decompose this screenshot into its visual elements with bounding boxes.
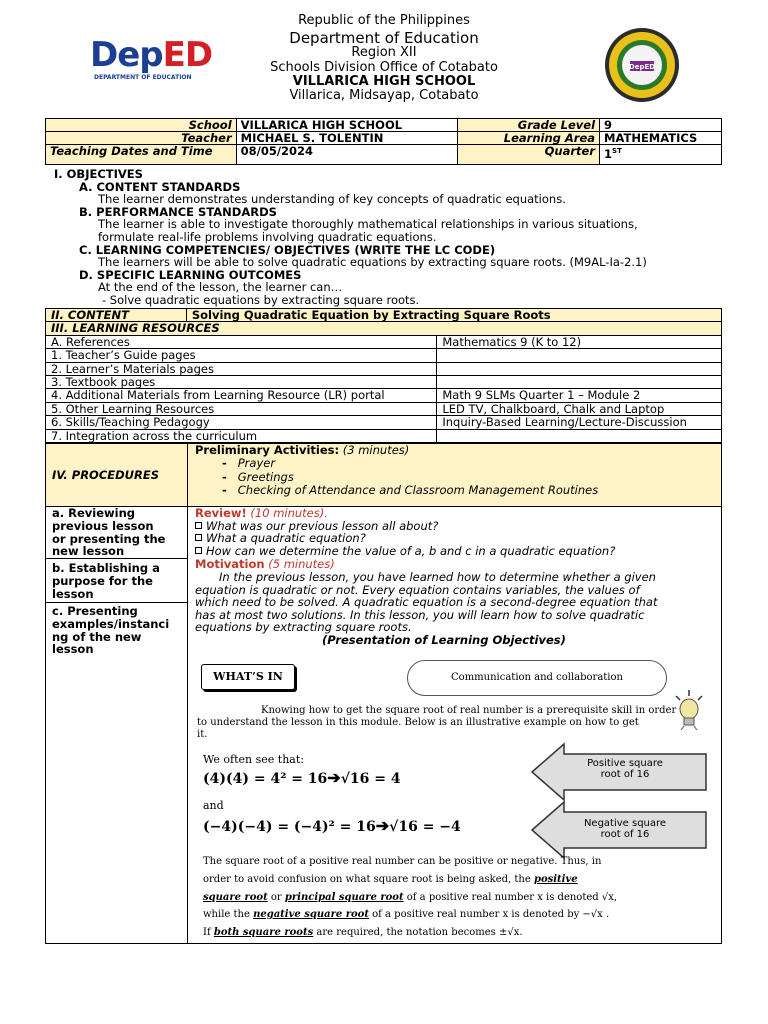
grade-level-value: 9 — [600, 119, 722, 132]
teaching-dates-value: 08/05/2024 — [236, 145, 458, 165]
resource-label: 7. Integration across the curriculum — [46, 429, 437, 442]
performance-standards-text-2: formulate real-life problems involving quadratic equations. — [98, 230, 437, 244]
content-value: Solving Quadratic Equation by Extracting Square Roots — [186, 309, 721, 322]
review-title: Review! (10 minutes). — [195, 506, 328, 520]
performance-standards-text-1: The learner is able to investigate thoroughly mathematical relationships in various situations, — [98, 217, 638, 232]
quarter-suffix: ST — [612, 147, 622, 155]
seal-text: DepED — [628, 63, 656, 71]
objectives-section — [0, 168, 768, 308]
right-arrow-icon: ➔ — [375, 816, 390, 835]
resource-value: LED TV, Chalkboard, Chalk and Laptop — [437, 402, 722, 415]
whats-in-box: WHAT’S IN — [201, 664, 295, 690]
resource-label: 5. Other Learning Resources — [46, 402, 437, 415]
school-value: VILLARICA HIGH SCHOOL — [236, 119, 458, 132]
content-label: II. CONTENT — [46, 309, 187, 322]
header-division: Schools Division Office of Cotabato — [270, 60, 498, 75]
teacher-label: Teacher — [46, 132, 237, 145]
motivation-line-2: equation is quadratic or not. Every equation contains variables, the values of — [195, 582, 640, 597]
header-department: Department of Education — [289, 29, 479, 47]
table-row — [46, 416, 722, 429]
table-row — [46, 376, 722, 389]
speech-bubble: Communication and collaboration — [407, 660, 667, 696]
list-item: What a quadratic equation? — [195, 532, 366, 545]
positive-root-label: Positive square root of 16 — [587, 758, 663, 780]
quarter-number: 1 — [604, 146, 613, 161]
table-row — [46, 429, 722, 442]
table-row — [46, 335, 722, 348]
school-label: School — [46, 119, 237, 132]
resource-value — [437, 362, 722, 375]
info-table — [45, 118, 722, 165]
intro-line-3: it. — [197, 729, 208, 740]
module-excerpt — [193, 658, 721, 943]
specific-outcomes-item: - Solve quadratic equations by extracting square roots. — [102, 293, 420, 307]
specific-outcomes-text: At the end of the lesson, the learner can… — [98, 280, 343, 295]
resource-label: 6. Skills/Teaching Pedagogy — [46, 416, 437, 429]
learning-competencies-text: The learners will be able to solve quadratic equations by extracting square roots. (M9AL-Ia-2.1) — [98, 255, 647, 270]
resource-value: Inquiry-Based Learning/Lecture-Discussion — [437, 416, 722, 429]
quarter-value — [600, 145, 722, 165]
content-standards-text: The learner demonstrates understanding of key concepts of quadratic equations. — [98, 192, 566, 207]
header-school-name: VILLARICA HIGH SCHOOL — [292, 74, 476, 89]
equation-negative: (−4)(−4) = (−4)² = 16➔√16 = −4 — [203, 816, 461, 835]
negative-root-label: Negative square root of 16 — [583, 818, 667, 840]
learning-area-value: MATHEMATICS — [600, 132, 722, 145]
often-see-text: We often see that: — [203, 753, 304, 766]
presentation-objectives: (Presentation of Learning Objectives) — [322, 633, 566, 647]
square-bullet-icon — [195, 547, 202, 554]
list-item: - Checking of Attendance and Classroom Management Routines — [222, 483, 599, 497]
resource-value — [437, 376, 722, 389]
resource-value: Mathematics 9 (K to 12) — [437, 335, 722, 348]
list-item: - Greetings — [222, 469, 294, 484]
table-row — [46, 402, 722, 415]
square-bullet-icon — [195, 534, 202, 541]
performance-standards-label: B. PERFORMANCE STANDARDS — [79, 204, 277, 219]
table-row — [46, 362, 722, 375]
motivation-title: Motivation (5 minutes) — [195, 557, 335, 571]
presenting-label: c. Presenting examples/instanci ng of the new lesson — [52, 604, 170, 657]
learning-resources-label: III. LEARNING RESOURCES — [46, 322, 722, 335]
header-address: Villarica, Midsayap, Cotabato — [289, 88, 479, 103]
teaching-dates-label: Teaching Dates and Time — [46, 145, 237, 165]
preliminary-activities: Preliminary Activities: (3 minutes) — [195, 443, 410, 457]
logo-dep-text: Dep — [90, 35, 163, 75]
square-root-line-3: square root or principal square root of a positive real number x is denoted √x, — [203, 892, 618, 903]
resource-label: 2. Learner’s Materials pages — [46, 362, 437, 375]
square-root-line-1: The square root of a positive real number can be positive or negative. Thus, in — [203, 856, 602, 867]
procedures-label: IV. PROCEDURES — [52, 468, 159, 482]
right-arrow-icon: ➔ — [327, 768, 341, 787]
content-standards-label: A. CONTENT STANDARDS — [79, 179, 241, 194]
objectives-heading: I. OBJECTIVES — [54, 167, 143, 181]
header-republic: Republic of the Philippines — [298, 13, 470, 28]
quarter-label: Quarter — [458, 145, 600, 165]
teacher-value: MICHAEL S. TOLENTIN — [236, 132, 458, 145]
grade-level-label: Grade Level — [458, 119, 600, 132]
resource-label: 4. Additional Materials from Learning Resource (LR) portal — [46, 389, 437, 402]
intro-line-1: Knowing how to get the square root of real number is a prerequisite skill in order — [261, 705, 677, 716]
square-root-line-5: If both square roots are required, the notation becomes ±√x. — [203, 927, 523, 938]
resource-value — [437, 349, 722, 362]
motivation-line-5: equations by extracting square roots. — [195, 620, 412, 634]
motivation-line-4: has at most two solutions. In this lesson, you will learn how to solve quadratic — [195, 607, 645, 622]
square-root-line-4: while the negative square root of a positive real number x is denoted by −√x . — [203, 909, 610, 920]
lesson-table — [45, 308, 722, 443]
school-seal-icon — [604, 27, 680, 103]
square-bullet-icon — [195, 522, 202, 529]
establishing-label: b. Establishing a purpose for the lesson — [52, 561, 160, 601]
table-row — [46, 389, 722, 402]
intro-line-2: to understand the lesson in this module. Below is an illustrative example on how to get — [197, 717, 639, 728]
specific-outcomes-label: D. SPECIFIC LEARNING OUTCOMES — [79, 267, 302, 282]
resource-value: Math 9 SLMs Quarter 1 – Module 2 — [437, 389, 722, 402]
list-item: What was our previous lesson all about? — [195, 520, 438, 533]
motivation-line-3: which need to be solved. A quadratic equation is a second-degree equation that — [195, 595, 658, 609]
logo-ed-text: ED — [162, 35, 213, 75]
list-item: How can we determine the value of a, b and c in a quadratic equation? — [195, 545, 615, 558]
learning-area-label: Learning Area — [458, 132, 600, 145]
reviewing-label: a. Reviewing previous lesson or presenting the new lesson — [52, 506, 166, 559]
square-root-line-2: order to avoid confusion on what square root is being asked, the positive — [203, 874, 578, 885]
learning-competencies-label: C. LEARNING COMPETENCIES/ OBJECTIVES (WRITE THE LC CODE) — [79, 242, 496, 257]
and-text: and — [203, 799, 224, 812]
resource-label: 3. Textbook pages — [46, 376, 437, 389]
equation-positive: (4)(4) = 4² = 16➔√16 = 4 — [203, 768, 401, 787]
resource-label: 1. Teacher’s Guide pages — [46, 349, 437, 362]
list-item: - Prayer — [222, 456, 276, 470]
resource-value — [437, 429, 722, 442]
resource-label: A. References — [46, 335, 437, 348]
header-region: Region XII — [351, 45, 417, 60]
logo-subtitle: DEPARTMENT OF EDUCATION — [94, 74, 192, 81]
motivation-line-1: In the previous lesson, you have learned how to determine whether a given — [219, 570, 656, 584]
table-row — [46, 349, 722, 362]
lightbulb-icon — [671, 688, 707, 730]
